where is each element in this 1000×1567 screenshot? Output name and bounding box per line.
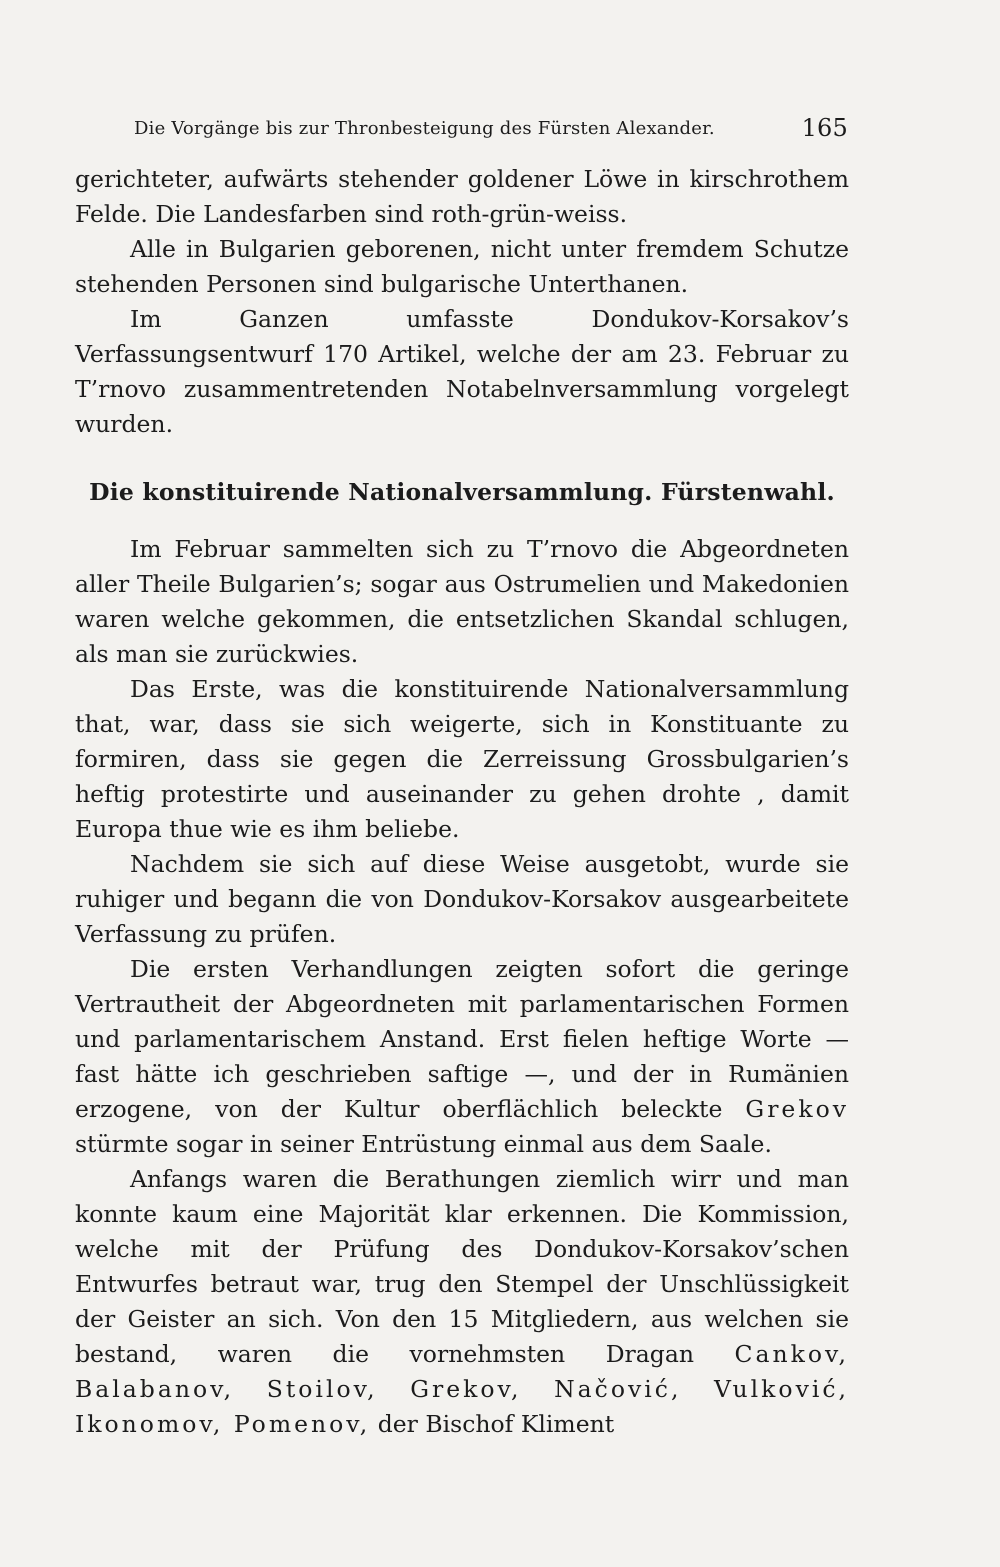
text-block-after-heading — [75, 532, 849, 1442]
paragraph: Nachdem sie sich auf diese Weise ausgetobt, wurde sie ruhiger und begann die von Dondukov-Korsakov ausgearbeitete Verfassung zu prüfen. — [75, 850, 849, 948]
paragraph: Im Ganzen umfasste Dondukov-Korsakov’s Verfassungsentwurf 170 Artikel, welche der am 23. Februar zu T’rnovo zusammentretenden Notabelnversammlung vorgelegt wurden. — [75, 305, 849, 438]
paragraph — [75, 1162, 849, 1442]
paragraph-text: Die ersten Verhandlungen zeigten sofort die geringe Vertrautheit der Abgeordneten mit parlamentarischen Formen und parlamentarischem Anstand. Erst fielen heftige Worte — fast hätte ich geschrieben saftige —, und der in Rumänien erzogene, von der Kultur oberflächlich beleckte — [75, 955, 849, 1123]
spaced-names: Cankov, Balabanov, Stoilov, Grekov, Načović, Vulković, Ikonomov, Pomenov, — [75, 1340, 849, 1438]
running-head — [134, 114, 848, 144]
running-head-title: Die Vorgänge bis zur Thronbesteigung des Fürsten Alexander. — [134, 118, 715, 139]
paragraph: gerichteter, aufwärts stehender goldener Löwe in kirschrothem Felde. Die Landesfarben sind roth-grün-weiss. — [75, 165, 849, 228]
paragraph: Alle in Bulgarien geborenen, nicht unter fremdem Schutze stehenden Personen sind bulgarische Unterthanen. — [75, 235, 849, 298]
page-number: 165 — [801, 114, 848, 142]
paragraph-text: Anfangs waren die Berathungen ziemlich wirr und man konnte kaum eine Majorität klar erkennen. Die Kommission, welche mit der Prüfung des Dondukov-Korsakov’schen Entwurfes betraut war, trug den Stempel der Unschlüssigkeit der Geister an sich. Von den 15 Mitgliedern, aus welchen sie bestand, waren die vornehmsten Dragan — [75, 1165, 849, 1368]
paragraph — [75, 952, 849, 1162]
text-block-before-heading — [75, 162, 849, 442]
paragraph: Im Februar sammelten sich zu T’rnovo die Abgeordneten aller Theile Bulgarien’s; sogar aus Ostrumelien und Makedonien waren welche gekommen, die entsetzlichen Skandal schlugen, als man sie zurückwies. — [75, 535, 849, 668]
paragraph-text: der Bischof Kliment — [370, 1410, 615, 1438]
paragraph-text: stürmte sogar in seiner Entrüstung einmal aus dem Saale. — [75, 1130, 772, 1158]
paragraph: Das Erste, was die konstituirende Nationalversammlung that, war, dass sie sich weigerte, sich in Konstituante zu formiren, dass sie gegen die Zerreissung Grossbulgarien’s heftig protestirte und auseinander zu gehen drohte , damit Europa thue wie es ihm beliebe. — [75, 675, 849, 843]
spaced-name: Grekov — [745, 1095, 849, 1123]
section-heading: Die konstituirende Nationalversammlung. Fürstenwahl. — [89, 478, 835, 506]
